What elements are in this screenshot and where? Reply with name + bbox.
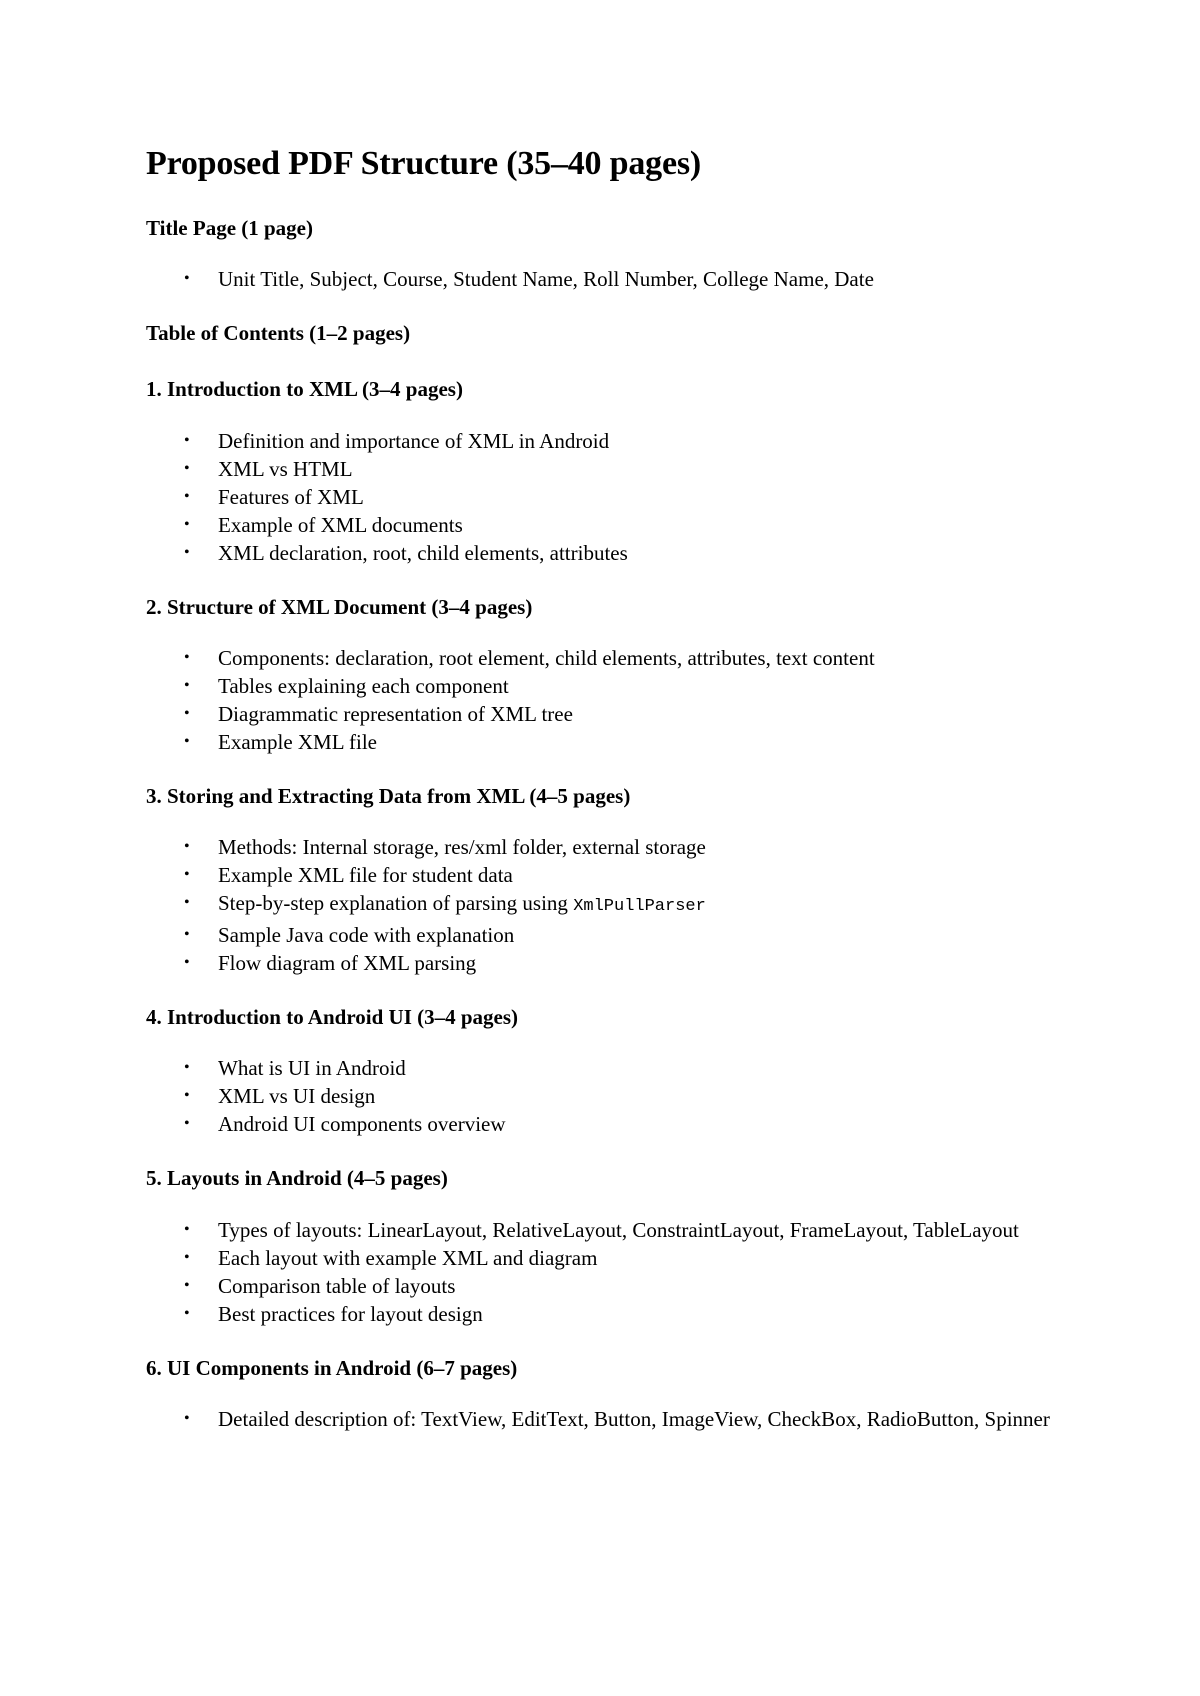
bullet-icon: • [184,866,190,884]
list-item: • Comparison table of layouts [184,1273,456,1298]
list-item: • Sample Java code with explanation [184,923,515,948]
section-introduction-to-android-ui [146,1004,1076,1138]
list-item: • Methods: Internal storage, res/xml folder, external storage [184,835,706,860]
section-introduction-to-xml [146,376,1076,566]
bullet-list [146,265,1076,293]
bullet-icon: • [184,838,190,856]
bullet-list [146,644,1076,756]
list-item: • Android UI components overview [184,1112,506,1137]
section-ui-components [146,1355,1076,1433]
list-item: • Unit Title, Subject, Course, Student Name, Roll Number, College Name, Date [184,267,874,292]
section-heading: Table of Contents (1–2 pages) [146,321,411,346]
bullet-icon: • [184,515,190,533]
section-heading: 4. Introduction to Android UI (3–4 pages) [146,1005,519,1030]
section-heading: 6. UI Components in Android (6–7 pages) [146,1355,518,1380]
list-item: • Definition and importance of XML in Android [184,428,610,453]
code-term: XmlPullParser [573,897,706,917]
list-item: • XML vs UI design [184,1084,376,1109]
bullet-icon: • [184,676,190,694]
list-item: • Tables explaining each component [184,673,509,698]
list-item: • Detailed description of: TextView, EditText, Button, ImageView, CheckBox, RadioButton, Spinner [184,1406,1050,1431]
bullet-icon: • [184,1220,190,1238]
bullet-icon: • [184,459,190,477]
bullet-icon: • [184,1059,190,1077]
document-title: Proposed PDF Structure (35–40 pages) [146,145,702,182]
section-heading: Title Page (1 page) [146,215,313,240]
section-toc [146,320,1076,346]
section-storing-extracting-data [146,783,1076,977]
bullet-icon: • [184,431,190,449]
bullet-icon: • [184,1115,190,1133]
bullet-icon: • [184,270,190,288]
bullet-icon: • [184,894,190,912]
list-item: • Features of XML [184,484,364,509]
list-item: • What is UI in Android [184,1056,406,1081]
bullet-icon: • [184,1248,190,1266]
list-item: • Step-by-step explanation of parsing using XmlPullParser [184,891,706,917]
bullet-list [146,1054,1076,1138]
bullet-icon: • [184,543,190,561]
bullet-icon: • [184,704,190,722]
document-page [146,144,1076,1460]
section-layouts-in-android [146,1165,1076,1327]
list-item: • Each layout with example XML and diagram [184,1245,598,1270]
bullet-list [146,833,1076,977]
bullet-list [146,1216,1076,1328]
list-item: • Types of layouts: LinearLayout, RelativeLayout, ConstraintLayout, FrameLayout, TableLayout [184,1217,1019,1242]
section-heading: 1. Introduction to XML (3–4 pages) [146,377,463,402]
bullet-icon: • [184,1304,190,1322]
bullet-icon: • [184,648,190,666]
list-item: • Diagrammatic representation of XML tree [184,701,573,726]
bullet-icon: • [184,487,190,505]
list-item: • Example XML file for student data [184,863,513,888]
list-item: • XML declaration, root, child elements, attributes [184,540,628,565]
bullet-icon: • [184,1087,190,1105]
list-item: • Example XML file [184,729,378,754]
bullet-icon: • [184,1409,190,1427]
section-title-page [146,215,1076,293]
list-item: • XML vs HTML [184,456,353,481]
bullet-icon: • [184,1276,190,1294]
bullet-list [146,1405,1076,1433]
section-heading: 5. Layouts in Android (4–5 pages) [146,1166,448,1191]
list-item: • Flow diagram of XML parsing [184,951,477,976]
bullet-icon: • [184,954,190,972]
section-heading: 3. Storing and Extracting Data from XML (4–5 pages) [146,783,631,808]
bullet-list [146,427,1076,567]
list-item: • Example of XML documents [184,512,463,537]
section-heading: 2. Structure of XML Document (3–4 pages) [146,594,533,619]
list-item: • Components: declaration, root element, child elements, attributes, text content [184,645,875,670]
bullet-icon: • [184,926,190,944]
section-structure-of-xml [146,594,1076,756]
list-item: • Best practices for layout design [184,1301,483,1326]
bullet-icon: • [184,732,190,750]
